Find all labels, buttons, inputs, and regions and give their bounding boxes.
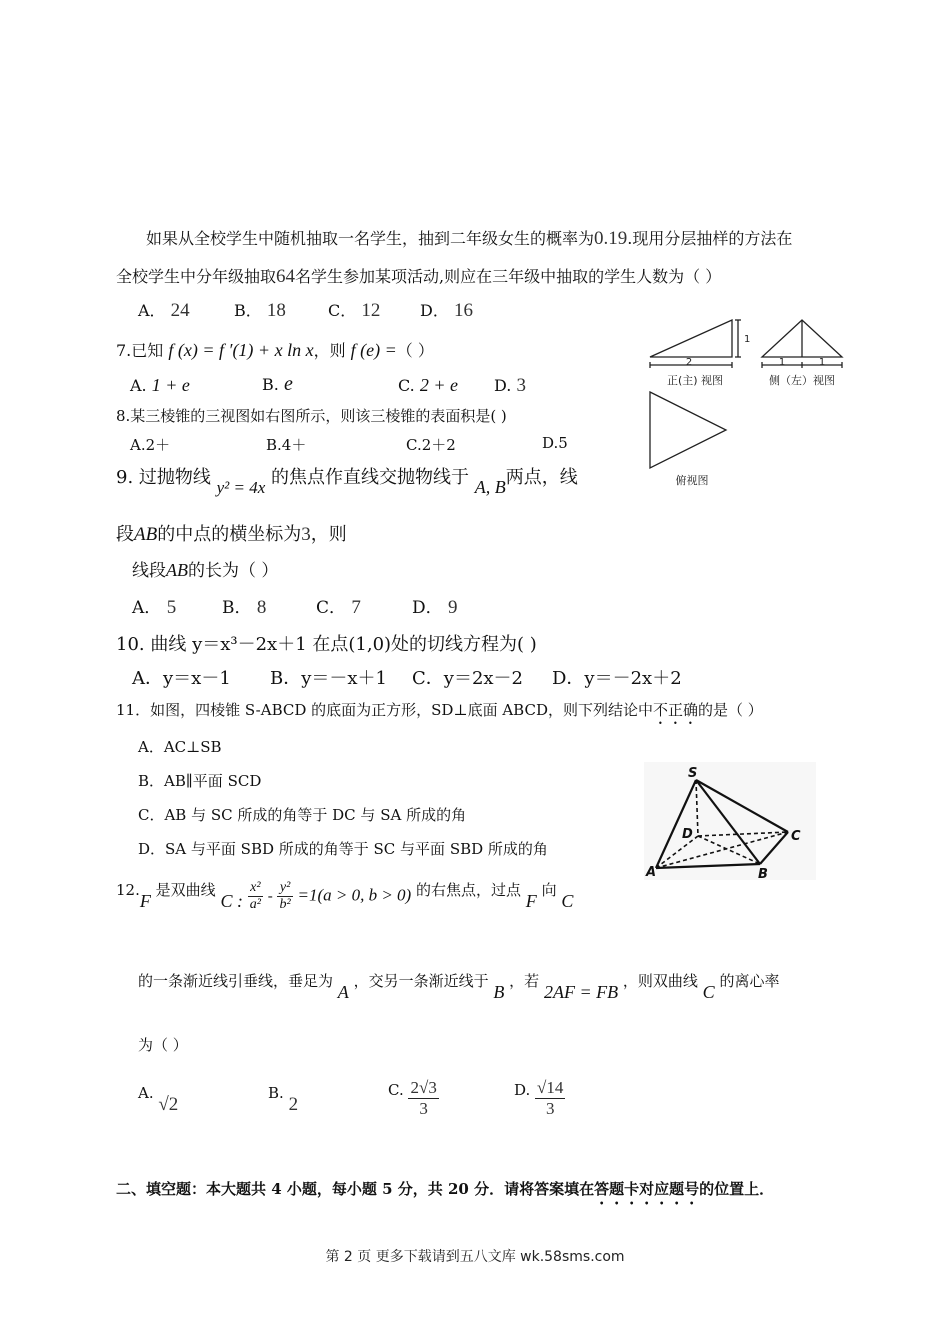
q12-option-a[interactable]: A. √2 [138,1084,179,1115]
q6-option-b[interactable]: B． 18 [234,300,286,321]
q10-option-d[interactable]: D．y＝－2x＋2 [552,668,682,689]
q7-option-c[interactable]: C. 2 + e [398,375,458,395]
side-view [762,320,842,368]
side-right-label: 1 [818,357,826,368]
q6-count: 64 [276,266,296,287]
vertex-a-label: A [646,865,657,880]
vertex-b-label: B [758,867,768,880]
q9-points: A, B [474,477,506,497]
front-height-label: 1 [744,334,751,345]
q11-emphasis: 不正确 [652,701,698,719]
q12-frac-y: $\frac{\text{y²}}{\text{b²}}$ [279,880,291,912]
q12-line2: 的一条渐近线引垂线，垂足为 A ，交另一条渐近线于 B ，若 2AF = FB ，则双曲线 C 的离心率 [138,972,780,1002]
q7-target: f (e) = [350,340,397,360]
q8-option-a[interactable]: A.2＋ [130,436,171,454]
q8-option-d[interactable]: D.5 [542,434,568,452]
q11-option-d[interactable]: D．SA 与平面 SBD 所成的角等于 SC 与平面 SBD 所成的角 [138,840,548,858]
section-2-heading: 二、填空题：本大题共 4 小题，每小题 5 分，共 20 分．请将答案填在答题卡对应题号的位置上． [116,1180,775,1198]
q12-option-b[interactable]: B. 2 [268,1084,299,1115]
q6-line1: 如果从全校学生中随机抽取一名学生，抽到二年级女生的概率为0.19.现用分层抽样的方法在 [146,228,793,249]
q7-option-a[interactable]: A. 1 + e [130,375,190,395]
q12-line1: 12.F 是双曲线 C : $\frac{\text{x²}}{\text{a²}}$ - $\frac{\text{y²}}{\text{b²}}$ =1(a > 0, b > 0) 的右焦点，过点 F 向 C [116,880,574,912]
vertex-d-label: D [682,827,693,842]
q11-option-c[interactable]: C．AB 与 SC 所成的角等于 DC 与 SA 所成的角 [138,806,467,824]
q6-prob: 0.19 [594,228,628,249]
q6-option-c[interactable]: C． 12 [328,300,381,321]
q12-frac-x: $\frac{\text{x²}}{\text{a²}}$ [249,880,261,912]
q6-option-d[interactable]: D． 16 [420,300,473,321]
front-view [650,320,741,368]
side-left-label: 1 [778,357,786,368]
q7-stem: 7.已知 f (x) = f ′(1) + x ln x，则 f (e) =（ ） [116,340,434,360]
q7-option-d[interactable]: D. 3 [494,375,526,396]
q11-option-b[interactable]: B．AB∥平面 SCD [138,772,262,790]
side-view-caption: 侧（左）视图 [769,374,835,387]
page-footer: 第 2 页 更多下载请到五八文库 wk.58sms.com [325,1249,625,1265]
vertex-c-label: C [791,829,801,844]
top-view-caption: 俯视图 [675,474,709,487]
q9-option-b[interactable]: B． 8 [222,597,267,618]
q11-option-a[interactable]: A．AC⊥SB [138,738,222,756]
q12-option-d[interactable]: D. $\frac{√14}{3}$ [514,1078,564,1118]
q10-stem: 10. 曲线 y＝x³－2x＋1 在点(1,0)处的切线方程为( ) [116,634,537,655]
q9-line2: 段AB的中点的横坐标为3，则 [116,524,347,545]
q8-option-c[interactable]: C.2＋2 [406,436,456,454]
q9-option-c[interactable]: C． 7 [316,597,361,618]
q11-stem: 11．如图，四棱锥 S-ABCD 的底面为正方形，SD⊥底面 ABCD，则下列结论中不正确的是（ ） [116,701,763,719]
q10-option-c[interactable]: C．y＝2x－2 [412,668,523,689]
q6-line2: 全校学生中分年级抽取64名学生参加某项活动,则应在三年级中抽取的学生人数为（ ） [116,266,722,287]
top-view [650,392,726,468]
q9-parabola: y² = 4x [216,478,266,497]
front-view-caption: 正(主) 视图 [666,374,724,387]
q8-option-b[interactable]: B.4＋ [266,436,307,454]
q9-line1: 9. 过抛物线 y² = 4x 的焦点作直线交抛物线于 A, B两点，线 [116,467,578,497]
q8-stem: 8.某三棱锥的三视图如右图所示，则该三棱锥的表面积是( ) [116,407,507,425]
q9-option-d[interactable]: D． 9 [412,597,458,618]
front-width-label: 2 [685,357,693,368]
three-view-figure [640,312,850,492]
q9-line3: 线段AB的长为（ ） [132,560,279,581]
vertex-s-label: S [688,766,698,781]
q12-option-c[interactable]: C. $\frac{2√3}{3}$ [388,1078,437,1118]
q10-option-a[interactable]: A．y＝x－1 [132,668,231,689]
section-2-emphasis: 答题卡对应题号 [594,1180,700,1198]
pyramid-figure [644,762,816,880]
q12-line3: 为（ ） [138,1036,188,1054]
q9-option-a[interactable]: A． 5 [132,597,177,618]
q7-option-b[interactable]: B. e [262,373,293,395]
q6-option-a[interactable]: A． 24 [138,300,190,321]
q7-formula: f (x) = f ′(1) + x ln x [168,340,314,360]
q10-option-b[interactable]: B．y＝－x＋1 [270,668,387,689]
